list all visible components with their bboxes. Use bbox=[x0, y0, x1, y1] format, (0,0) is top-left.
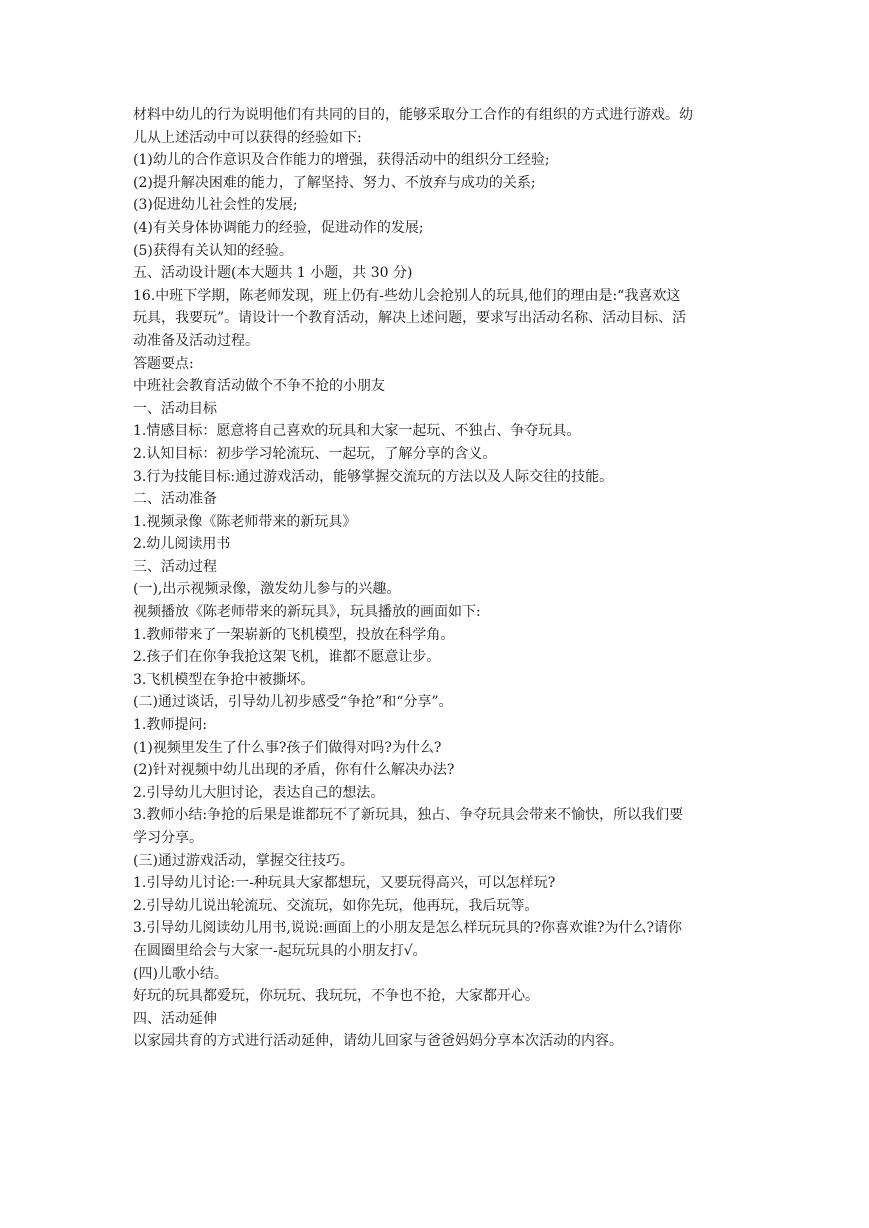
list-item: (1)视频里发生了什么事?孩子们做得对吗?为什么? bbox=[133, 739, 442, 756]
list-item: 1.视频录像《陈老师带来的新玩具》 bbox=[133, 513, 357, 530]
paragraph-line: 视频播放《陈老师带来的新玩具》，玩具播放的画面如下: bbox=[133, 604, 481, 621]
subsection-heading: (三)通过游戏活动，掌握交往技巧。 bbox=[133, 852, 354, 869]
question-line: 玩具，我要玩”。请设计一个教育活动，解决上述问题，要求写出活动名称、活动目标、活 bbox=[133, 310, 687, 327]
list-item: 2.引导幼儿大胆讨论，表达自己的想法。 bbox=[133, 784, 385, 801]
list-item: 2.认知目标：初步学习轮流玩、一起玩，了解分享的含义。 bbox=[133, 445, 497, 462]
list-item: 1.引导幼儿讨论:一-种玩具大家都想玩，又要玩得高兴，可以怎样玩? bbox=[133, 875, 556, 892]
list-item: 3.行为技能目标:通过游戏活动，能够掌握交流玩的方法以及人际交往的技能。 bbox=[133, 468, 614, 485]
section-heading: 一、活动目标 bbox=[133, 400, 217, 417]
list-item: 2.幼儿阅读用书 bbox=[133, 536, 231, 553]
section-heading: 五、活动设计题(本大题共 1 小题，共 30 分) bbox=[133, 265, 413, 282]
paragraph-line: 儿从上述活动中可以获得的经验如下: bbox=[133, 129, 362, 146]
subsection-heading: (一),出示视频录像，激发幼儿参与的兴趣。 bbox=[133, 581, 401, 598]
paragraph-line: 以家园共育的方式进行活动延伸，请幼儿回家与爸爸妈妈分享本次活动的内容。 bbox=[133, 1033, 623, 1050]
document-page bbox=[133, 104, 739, 1053]
list-item: 2.孩子们在你争我抢这架飞机，谁都不愿意让步。 bbox=[133, 649, 441, 666]
list-item: (1)幼儿的合作意识及合作能力的增强，获得活动中的组织分工经验; bbox=[133, 152, 550, 169]
subsection-heading: (四)儿歌小结。 bbox=[133, 965, 228, 982]
question-line: 动准备及活动过程。 bbox=[133, 332, 259, 349]
section-heading: 二、活动准备 bbox=[133, 491, 217, 508]
subsection-heading: (二)通过谈话，引导幼儿初步感受“争抢”和“分享”。 bbox=[133, 694, 453, 711]
paragraph-line: 材料中幼儿的行为说明他们有共同的目的，能够采取分工合作的有组织的方式进行游戏。幼 bbox=[133, 107, 693, 123]
section-heading: 四、活动延伸 bbox=[133, 1010, 217, 1027]
list-item: 1.教师提问: bbox=[133, 717, 208, 734]
question-line: 16.中班下学期，陈老师发现，班上仍有-些幼儿会抢别人的玩具,他们的理由是:“我喜欢这 bbox=[133, 287, 681, 304]
list-item: 3.引导幼儿阅读幼儿用书,说说:画面上的小朋友是怎么样玩玩具的?你喜欢谁?为什么?请你 bbox=[133, 920, 683, 937]
list-item: (4)有关身体协调能力的经验，促进动作的发展; bbox=[133, 219, 424, 236]
list-item: 1.教师带来了一架崭新的飞机模型，投放在科学角。 bbox=[133, 626, 455, 643]
list-item: 3.飞机模型在争抢中被撕坏。 bbox=[133, 671, 315, 688]
list-item: (2)针对视频中幼儿出现的矛盾，你有什么解决办法? bbox=[133, 762, 455, 779]
list-item: 2.引导幼儿说出轮流玩、交流玩，如你先玩，他再玩，我后玩等。 bbox=[133, 897, 539, 914]
list-item: 在圆圈里给会与大家一-起玩玩具的小朋友打√。 bbox=[133, 942, 427, 959]
activity-title: 中班社会教育活动做个不争不抢的小朋友 bbox=[133, 378, 385, 395]
list-item: 1.情感目标：愿意将自己喜欢的玩具和大家一起玩、不独占、争夺玩具。 bbox=[133, 423, 581, 440]
answer-heading: 答题要点: bbox=[133, 355, 194, 372]
section-heading: 三、活动过程 bbox=[133, 558, 217, 575]
list-item: (3)促进幼儿社会性的发展; bbox=[133, 197, 298, 214]
paragraph-line: 好玩的玩具都爱玩，你玩玩、我玩玩，不争也不抢，大家都开心。 bbox=[133, 988, 539, 1005]
list-item: 3.教师小结:争抢的后果是谁都玩不了新玩具，独占、争夺玩具会带来不愉快，所以我们要 bbox=[133, 807, 684, 824]
list-item: (5)获得有关认知的经验。 bbox=[133, 242, 293, 259]
list-item: (2)提升解决困难的能力，了解坚持、努力、不放弃与成功的关系; bbox=[133, 174, 536, 191]
list-item: 学习分享。 bbox=[133, 830, 203, 846]
